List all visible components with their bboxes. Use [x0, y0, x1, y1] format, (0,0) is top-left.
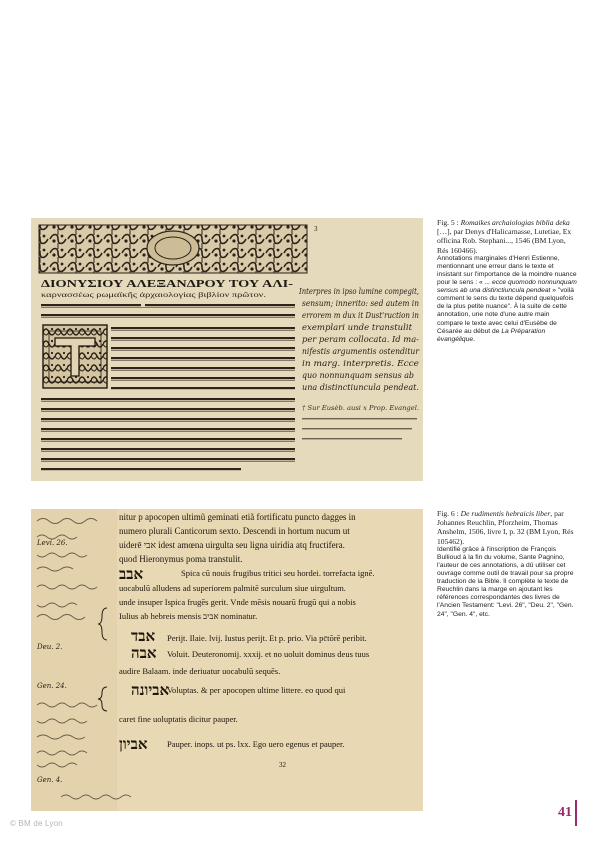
- fig-label: Fig. 5 :: [437, 218, 461, 227]
- fig6-print-line: numero plurali Canticorum sexto. Descendi in hortum nucum ut: [119, 526, 350, 536]
- hebrew-headword: אבד: [131, 627, 156, 645]
- fig6-print-line: uiderē אבי idest amœna uirgulta seu ligna uiridia atq fructifera.: [119, 540, 345, 550]
- fig5-margin-note: nifestis argumentis ostenditur: [302, 346, 420, 356]
- figure-5-caption: [437, 218, 577, 344]
- fig5-margin-note: per peram collocata. Id ma-: [302, 334, 420, 344]
- fig6-margin-note: Gen. 4.: [37, 776, 63, 784]
- fig6-print-line: uocabulū alludens ad superiorem palmitē surculum siue uirgultum.: [119, 583, 346, 593]
- caption-quote: ... ecce quomodo nonnunquam sensus ab una distinctiuncula pendeat: [437, 279, 577, 295]
- fig6-print-line: Voluit. Deuteronomij. xxxij. et no uoluit dominus deus tuus: [167, 649, 370, 659]
- hebrew-headword: אבב: [119, 565, 144, 583]
- fig5-margin-note: in marg. interpretis. Ecce: [302, 358, 420, 368]
- book-title: Romaikes archaiologias biblia deka: [460, 218, 570, 227]
- figure-5-scan: [31, 218, 423, 481]
- fig6-print-line: Pauper. inops. ut ps. lxx. Ego uero egenus et pauper.: [167, 739, 345, 749]
- figure-5-image: [31, 218, 423, 481]
- caption-text: » "voilà comment le sens du texte dépend quelquefois de la plus petite nuance". À la suite de cette annotation, une note d'une autre main compare le texte avec celui d'Eusèbe de Césarée au début de: [437, 287, 574, 335]
- fig6-margin-note: Gen. 24.: [37, 682, 67, 690]
- fig-label: Fig. 6 :: [437, 509, 461, 518]
- figure-6-image: [31, 509, 423, 811]
- caption-body: [437, 255, 577, 344]
- fig5-margin-note: una distinctiuncula pendeat.: [302, 382, 419, 392]
- fig6-print-line: Perijt. Ilaie. lvij. Iustus perijt. Et p. prio. Via pc̄tōrē peribit.: [167, 633, 367, 643]
- fig6-print-line: Voluptas. & per apocopen ultime littere. eo quod qui: [167, 685, 346, 695]
- caption-citation: […], par Denys d'Halicarnasse, Lutetiae, Ex officina Rob. Stephani..., 1546 (BM Lyon, Rés 160466).: [437, 227, 572, 255]
- page-number: 41: [558, 805, 572, 820]
- fig5-margin-note: sensum; innerito: sed autem in: [302, 298, 419, 308]
- fig5-margin-note: exemplari unde transtulit: [302, 322, 413, 332]
- fig6-print-line: unde insuper Ispica frugēs gerit. Vnde mēsis nouarū frugū qui a nobis: [119, 597, 356, 607]
- fig6-print-line: Iulius ab hebreis mensis אביב nominatur.: [119, 611, 258, 621]
- page-number-rule: [575, 800, 577, 826]
- hebrew-headword: אביונה: [131, 681, 170, 699]
- fig5-page-marker: 3: [314, 225, 318, 233]
- fig5-margin-note: quo nonnunquam sensus ab: [302, 370, 414, 380]
- caption-text: .: [473, 335, 475, 343]
- fig6-page-marker: 32: [279, 761, 286, 769]
- caption-work-title: La Préparation évangélique: [437, 327, 546, 343]
- fig5-margin-note: errorem m dux it Dust'ruction in: [302, 310, 419, 320]
- hebrew-headword: אבה: [131, 644, 157, 662]
- fig6-print-line: quod Hieronymus poma transtulit.: [119, 554, 243, 564]
- fig6-print-line: audire Balaam. inde deriuatur uocabulū sequēs.: [119, 666, 281, 676]
- fig5-print-heading: ΔΙΟΝΥΣΙΟΥ ΑΛΕΞΑΝΔΡΟΥ ΤΟΥ ΑΛΙ-: [41, 279, 294, 290]
- caption-citation: , par Johannes Reuchlin, Pforzheim, Thomas Anshelm, 1506, livre I, p. 32 (BM Lyon, Rés 105462).: [437, 509, 574, 546]
- caption-heading: [437, 509, 577, 546]
- fig6-margin-note: Deu. 2.: [37, 643, 63, 651]
- hebrew-headword: אביון: [119, 735, 148, 753]
- fig5-margin-foot: † Sur Eusèb. ausi x Prop. Evangel.: [302, 404, 419, 412]
- caption-heading: [437, 218, 577, 255]
- photo-credit: © BM de Lyon: [10, 819, 63, 828]
- figure-6-caption: [437, 509, 577, 619]
- fig6-print-line: caret fine uoluptatis dicitur pauper.: [119, 714, 238, 724]
- fig6-print-line: Spica cū nouis frugibus tritici seu hordei. torrefacta ignē.: [181, 568, 375, 578]
- caption-text: Annotations marginales d'Henri Estienne, mentionnant une erreur dans le texte et insistant sur l'importance de la moindre nuance pour le sens : «: [437, 254, 577, 287]
- fig5-print-subheading: καρνασσέως ρωμαϊκῆς ἀρχαιολογίας βιβλίον πρῶτον.: [41, 291, 267, 299]
- fig6-print-line: nitur p apocopen ultimũ geminati etiã fortificatu puncto dagges in: [119, 512, 356, 522]
- caption-body: Identifié grâce à l'inscription de François Bullioud à la fin du volume, Sante Pagnino, l'auteur de ces annotations, a dû utiliser cet ouvrage comme outil de travail pour sa propre traduction de la Bible. Il complète le texte de Reuchlin dans la marge en ajoutant les références correspondantes des livres de l'Ancien Testament: "Levi. 26", "Deu. 2", "Gen. 24", "Gen. 4", etc.: [437, 545, 574, 618]
- book-title: De rudimentis hebraicis liber: [460, 509, 551, 518]
- fig6-margin-note: Levi. 26.: [37, 539, 68, 547]
- fig5-margin-note: Interpres in ipso lumine compegit,: [298, 286, 420, 296]
